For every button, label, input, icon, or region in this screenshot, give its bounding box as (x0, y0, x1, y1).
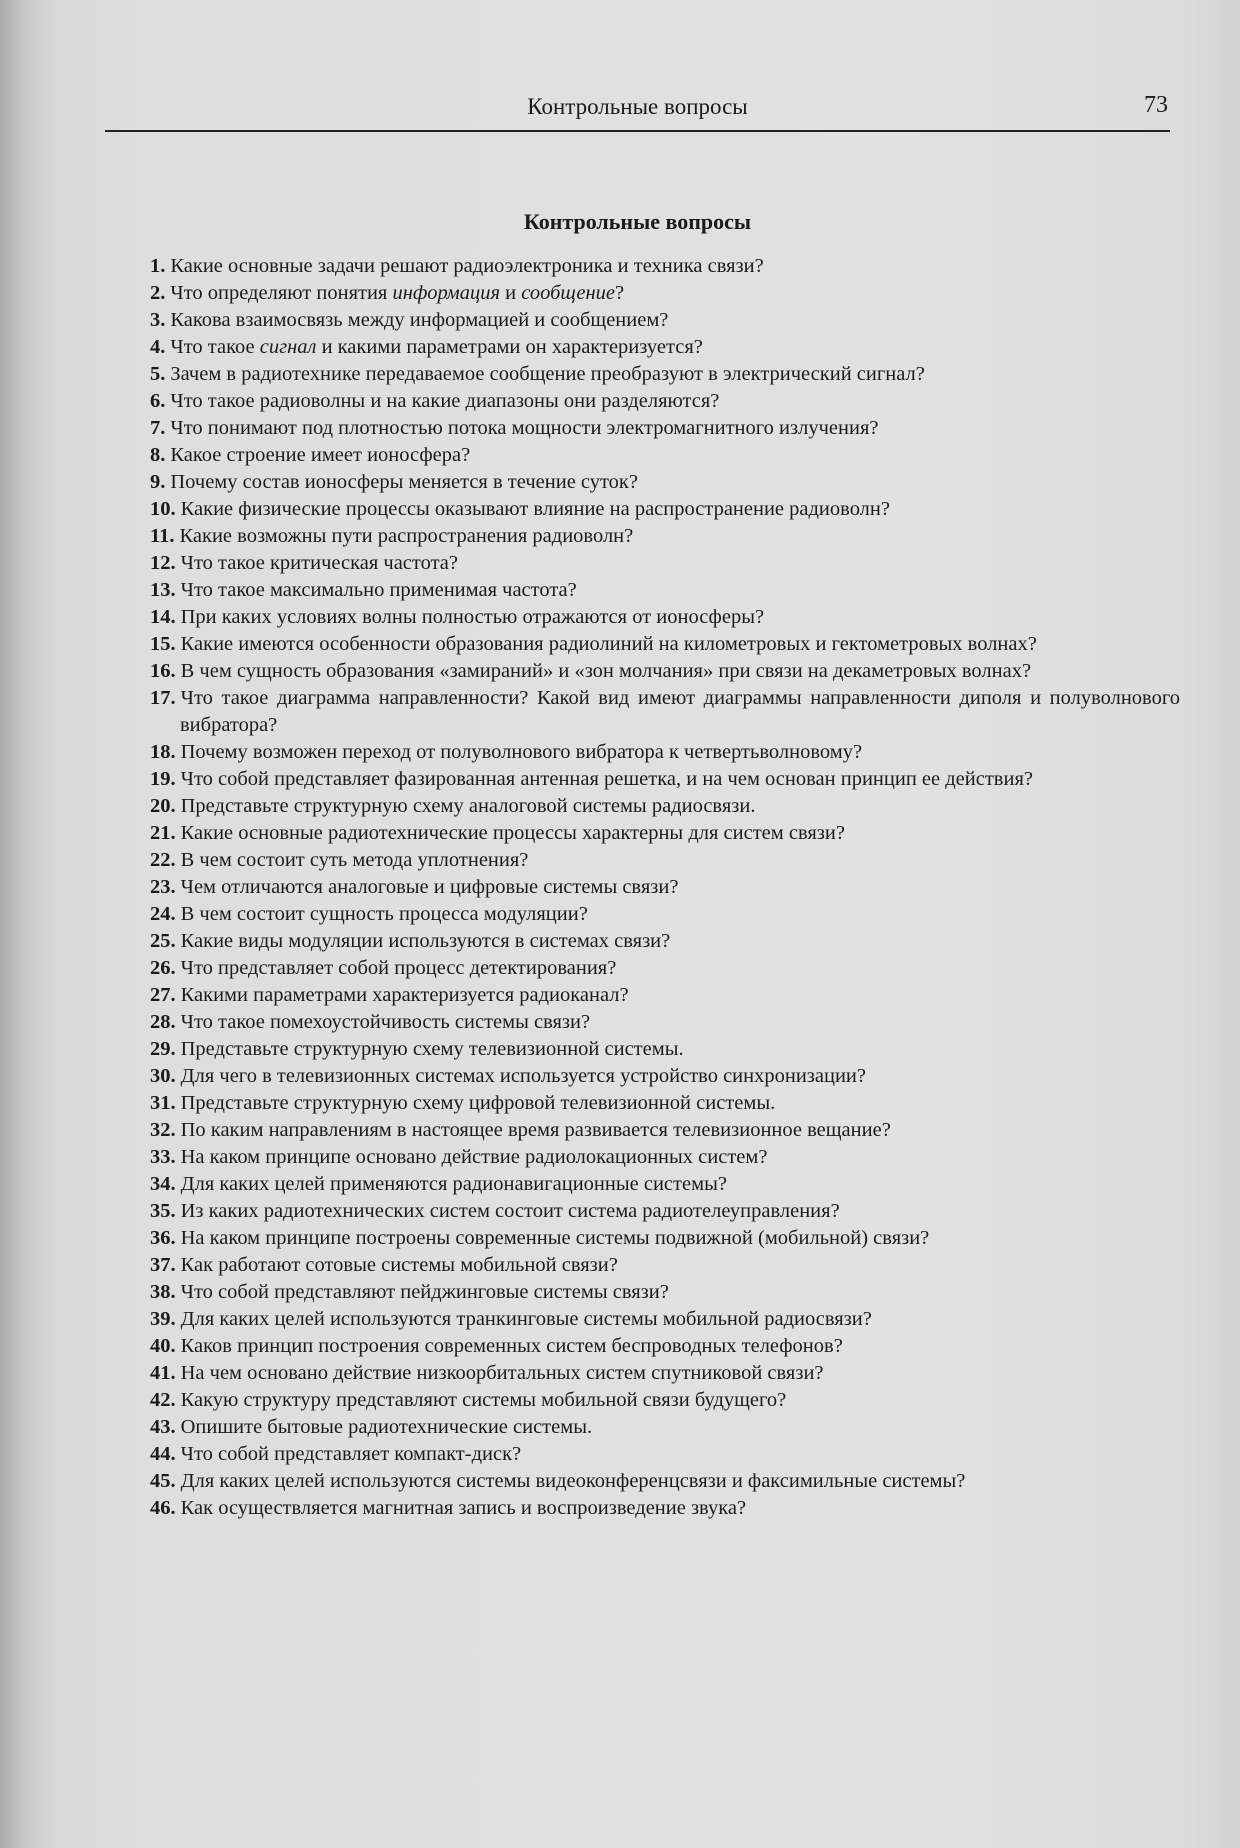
question-text: Для каких целей используются транкинговые системы мобильной радиосвязи? (180, 1308, 872, 1330)
question-item (150, 874, 1180, 901)
question-text: Почему состав ионосферы меняется в течение суток? (170, 471, 638, 493)
question-number: 32. (150, 1119, 176, 1141)
question-text: Какие основные задачи решают радиоэлектроника и техника связи? (170, 255, 764, 277)
question-item (150, 1144, 1180, 1171)
question-number: 25. (150, 930, 176, 952)
question-item (150, 766, 1180, 793)
question-number: 10. (150, 498, 176, 520)
question-number: 14. (150, 606, 176, 628)
question-number: 38. (150, 1281, 176, 1303)
question-number: 21. (150, 822, 176, 844)
question-item (150, 847, 1180, 874)
question-number: 43. (150, 1416, 176, 1438)
question-item (150, 739, 1180, 766)
question-item (150, 442, 1180, 469)
question-text: Что определяют понятия (170, 282, 393, 304)
question-text: и (500, 282, 522, 304)
question-number: 20. (150, 795, 176, 817)
question-item (150, 496, 1180, 523)
question-item (150, 1225, 1180, 1252)
question-term: сообщение (521, 282, 615, 304)
question-number: 7. (150, 417, 166, 439)
question-text: Что представляет собой процесс детектирования? (180, 957, 617, 979)
question-text: Что собой представляет фазированная антенная решетка, и на чем основан принцип ее действия? (180, 768, 1033, 790)
question-text: В чем сущность образования «замираний» и «зон молчания» при связи на декаметровых волнах? (180, 660, 1032, 682)
question-text: Какова взаимосвязь между информацией и сообщением? (170, 309, 669, 331)
question-text: Что собой представляют пейджинговые системы связи? (180, 1281, 669, 1303)
question-number: 18. (150, 741, 176, 763)
question-text: Какие основные радиотехнические процессы характерны для систем связи? (180, 822, 845, 844)
question-text: Как работают сотовые системы мобильной связи? (180, 1254, 618, 1276)
question-item (150, 820, 1180, 847)
question-text: При каких условиях волны полностью отражаются от ионосферы? (180, 606, 765, 628)
question-text: Почему возможен переход от полуволнового вибратора к четвертьволновому? (180, 741, 863, 763)
question-number: 11. (150, 525, 175, 547)
question-number: 33. (150, 1146, 176, 1168)
question-text: ? (615, 282, 625, 304)
question-text: Какими параметрами характеризуется радиоканал? (180, 984, 629, 1006)
question-text: Для каких целей применяются радионавигационные системы? (180, 1173, 727, 1195)
question-number: 42. (150, 1389, 176, 1411)
question-number: 26. (150, 957, 176, 979)
question-text: Какие имеются особенности образования радиолиний на километровых и гектометровых волнах? (180, 633, 1037, 655)
question-number: 36. (150, 1227, 176, 1249)
question-item (150, 658, 1180, 685)
question-text: Какие физические процессы оказывают влияние на распространение радиоволн? (180, 498, 890, 520)
question-item (150, 955, 1180, 982)
question-number: 45. (150, 1470, 176, 1492)
question-item (150, 469, 1180, 496)
question-text: Опишите бытовые радиотехнические системы. (180, 1416, 593, 1438)
question-item (150, 685, 1180, 739)
question-text: Какую структуру представляют системы мобильной связи будущего? (180, 1389, 787, 1411)
question-number: 29. (150, 1038, 176, 1060)
question-item (150, 604, 1180, 631)
question-number: 13. (150, 579, 176, 601)
question-number: 5. (150, 363, 166, 385)
question-item (150, 1279, 1180, 1306)
question-item (150, 415, 1180, 442)
question-item (150, 1171, 1180, 1198)
question-number: 40. (150, 1335, 176, 1357)
question-item (150, 1360, 1180, 1387)
question-text: Чем отличаются аналоговые и цифровые системы связи? (180, 876, 679, 898)
question-number: 12. (150, 552, 176, 574)
question-text: Что такое диаграмма направленности? Какой вид имеют диаграммы направленности диполя и полуволнового вибратора? (180, 687, 1180, 736)
question-number: 37. (150, 1254, 176, 1276)
question-number: 6. (150, 390, 166, 412)
question-text: Что собой представляет компакт-диск? (180, 1443, 522, 1465)
question-text: Какие возможны пути распространения радиоволн? (179, 525, 634, 547)
question-item (150, 928, 1180, 955)
question-number: 34. (150, 1173, 176, 1195)
question-text: По каким направлениям в настоящее время развивается телевизионное вещание? (180, 1119, 891, 1141)
question-number: 9. (150, 471, 166, 493)
question-item (150, 1198, 1180, 1225)
question-term: информация (392, 282, 501, 304)
question-text: На каком принципе построены современные системы подвижной (мобильной) связи? (180, 1227, 930, 1249)
question-text: Для чего в телевизионных системах используется устройство синхронизации? (180, 1065, 867, 1087)
question-item (150, 901, 1180, 928)
question-text: Зачем в радиотехнике передаваемое сообщение преобразуют в электрический сигнал? (170, 363, 925, 385)
question-number: 27. (150, 984, 176, 1006)
question-number: 28. (150, 1011, 176, 1033)
question-text: Как осуществляется магнитная запись и воспроизведение звука? (180, 1497, 747, 1519)
question-item (150, 1090, 1180, 1117)
question-item (150, 1414, 1180, 1441)
question-text: Представьте структурную схему телевизионной системы. (180, 1038, 684, 1060)
question-item (150, 388, 1180, 415)
question-number: 3. (150, 309, 166, 331)
question-text: На чем основано действие низкоорбитальных систем спутниковой связи? (180, 1362, 824, 1384)
question-text: На каком принципе основано действие радиолокационных систем? (180, 1146, 768, 1168)
question-number: 8. (150, 444, 166, 466)
question-term: сигнал (259, 336, 317, 358)
question-number: 1. (150, 255, 166, 277)
question-text: Что такое радиоволны и на какие диапазоны они разделяются? (170, 390, 720, 412)
question-text: Каков принцип построения современных систем беспроводных телефонов? (180, 1335, 843, 1357)
question-item (150, 1306, 1180, 1333)
question-item (150, 1441, 1180, 1468)
running-header (105, 86, 1170, 132)
question-number: 31. (150, 1092, 176, 1114)
question-item (150, 1117, 1180, 1144)
question-text: В чем состоит сущность процесса модуляции? (180, 903, 588, 925)
question-item (150, 361, 1180, 388)
question-item (150, 1009, 1180, 1036)
question-number: 16. (150, 660, 176, 682)
question-number: 2. (150, 282, 166, 304)
question-number: 4. (150, 336, 166, 358)
running-title: Контрольные вопросы (527, 94, 748, 119)
question-number: 15. (150, 633, 176, 655)
question-text: Что такое максимально применимая частота? (180, 579, 577, 601)
question-number: 39. (150, 1308, 176, 1330)
page-number: 73 (1144, 92, 1168, 118)
question-item (150, 1468, 1180, 1495)
question-item (150, 550, 1180, 577)
question-item (150, 307, 1180, 334)
question-list (150, 253, 1180, 1522)
question-number: 22. (150, 849, 176, 871)
question-item (150, 631, 1180, 658)
question-item (150, 982, 1180, 1009)
question-text: Для каких целей используются системы видеоконференцсвязи и факсимильные системы? (180, 1470, 966, 1492)
question-item (150, 1036, 1180, 1063)
question-item (150, 1063, 1180, 1090)
question-number: 44. (150, 1443, 176, 1465)
question-text: Какие виды модуляции используются в системах связи? (180, 930, 671, 952)
question-text: Какое строение имеет ионосфера? (170, 444, 471, 466)
question-item (150, 334, 1180, 361)
question-number: 19. (150, 768, 176, 790)
question-number: 41. (150, 1362, 176, 1384)
question-number: 17. (150, 687, 176, 709)
question-text: Представьте структурную схему аналоговой системы радиосвязи. (180, 795, 756, 817)
question-text: Что такое (170, 336, 260, 358)
question-number: 30. (150, 1065, 176, 1087)
question-text: Что такое помехоустойчивость системы связи? (180, 1011, 591, 1033)
question-item (150, 1252, 1180, 1279)
question-item (150, 1387, 1180, 1414)
question-text: Что такое критическая частота? (180, 552, 458, 574)
question-number: 46. (150, 1497, 176, 1519)
question-number: 24. (150, 903, 176, 925)
question-number: 23. (150, 876, 176, 898)
section-title: Контрольные вопросы (523, 209, 752, 234)
question-item (150, 280, 1180, 307)
question-text: и какими параметрами он характеризуется? (316, 336, 703, 358)
question-item (150, 793, 1180, 820)
question-item (150, 1495, 1180, 1522)
question-item (150, 577, 1180, 604)
question-number: 35. (150, 1200, 176, 1222)
question-text: Что понимают под плотностью потока мощности электромагнитного излучения? (170, 417, 879, 439)
question-item (150, 253, 1180, 280)
question-text: Из каких радиотехнических систем состоит система радиотелеуправления? (180, 1200, 840, 1222)
question-item (150, 523, 1180, 550)
question-text: В чем состоит суть метода уплотнения? (180, 849, 529, 871)
question-item (150, 1333, 1180, 1360)
question-text: Представьте структурную схему цифровой телевизионной системы. (180, 1092, 776, 1114)
